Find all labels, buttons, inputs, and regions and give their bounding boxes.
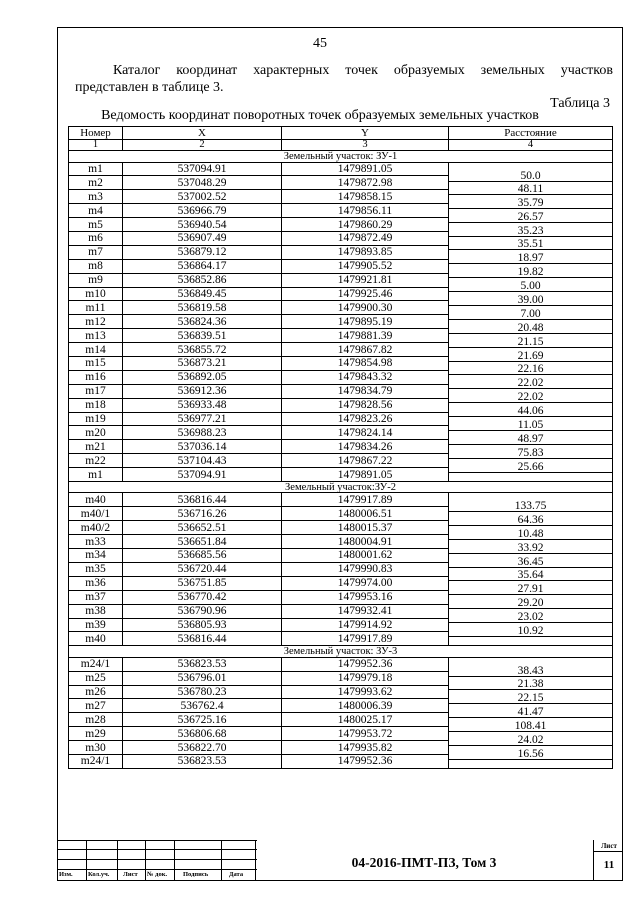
y-coordinate-cell: 1479895.19 xyxy=(282,315,449,329)
point-number-cell: m9 xyxy=(69,273,123,287)
section-title: Земельный участок:ЗУ-2 xyxy=(69,481,613,493)
point-number-cell: m40/1 xyxy=(69,507,123,521)
section-header-row xyxy=(69,151,613,163)
point-number-cell: m19 xyxy=(69,412,123,426)
x-coordinate-cell: 536762.4 xyxy=(123,699,282,713)
x-coordinate-cell: 536720.44 xyxy=(123,562,282,576)
point-number-cell: m40/2 xyxy=(69,521,123,535)
y-coordinate-cell: 1480006.51 xyxy=(282,507,449,521)
stamp-label-signature: Подпись xyxy=(183,871,209,878)
point-number-cell: m4 xyxy=(69,204,123,218)
point-number-cell: m24/1 xyxy=(69,755,123,769)
y-coordinate-cell: 1479990.83 xyxy=(282,562,449,576)
x-coordinate-cell: 536823.53 xyxy=(123,755,282,769)
distance-value: 22.02 xyxy=(449,377,612,389)
distance-value: 27.91 xyxy=(449,583,612,595)
distance-cell xyxy=(449,727,613,746)
y-coordinate-cell: 1479932.41 xyxy=(282,604,449,618)
table-row xyxy=(69,562,613,576)
table-row xyxy=(69,218,613,232)
distance-cell xyxy=(449,632,613,646)
x-coordinate-cell: 536716.26 xyxy=(123,507,282,521)
table-row xyxy=(69,507,613,521)
x-coordinate-cell: 537048.29 xyxy=(123,176,282,190)
point-number-cell: m15 xyxy=(69,356,123,370)
distance-cell xyxy=(449,507,613,526)
distance-cell xyxy=(449,398,613,418)
x-coordinate-cell: 536685.56 xyxy=(123,549,282,563)
distance-value: 36.45 xyxy=(449,556,612,568)
y-coordinate-cell: 1479856.11 xyxy=(282,204,449,218)
x-coordinate-cell: 536816.44 xyxy=(123,632,282,646)
point-number-cell: m29 xyxy=(69,727,123,741)
distance-cell xyxy=(449,370,613,390)
y-coordinate-cell: 1479914.92 xyxy=(282,618,449,632)
x-coordinate-cell: 536816.44 xyxy=(123,493,282,507)
x-coordinate-cell: 536852.86 xyxy=(123,273,282,287)
column-index: 1 xyxy=(69,139,123,151)
distance-cell xyxy=(449,273,613,293)
x-coordinate-cell: 536824.36 xyxy=(123,315,282,329)
y-coordinate-cell: 1479872.98 xyxy=(282,176,449,190)
point-number-cell: m18 xyxy=(69,398,123,412)
point-number-cell: m3 xyxy=(69,190,123,204)
table-row xyxy=(69,190,613,204)
distance-cell xyxy=(449,440,613,459)
point-number-cell: m22 xyxy=(69,454,123,468)
stamp-label-date: Дата xyxy=(229,871,244,878)
distance-value: 48.11 xyxy=(449,183,612,195)
table-row xyxy=(69,273,613,287)
y-coordinate-cell: 1480025.17 xyxy=(282,713,449,727)
y-coordinate-cell: 1479952.36 xyxy=(282,755,449,769)
table-row xyxy=(69,162,613,176)
table-row xyxy=(69,245,613,259)
x-coordinate-cell: 536912.36 xyxy=(123,384,282,398)
table-row xyxy=(69,468,613,482)
coordinates-table xyxy=(68,126,613,769)
distance-cell xyxy=(449,356,613,376)
distance-cell xyxy=(449,590,613,610)
y-coordinate-cell: 1479891.05 xyxy=(282,162,449,176)
distance-value: 16.56 xyxy=(449,748,612,760)
column-header-number: Номер xyxy=(69,127,123,140)
point-number-cell: m30 xyxy=(69,741,123,755)
y-coordinate-cell: 1479917.89 xyxy=(282,493,449,507)
distance-cell xyxy=(449,741,613,760)
column-index: 2 xyxy=(123,139,282,151)
table-row xyxy=(69,176,613,190)
distance-value: 22.16 xyxy=(449,363,612,375)
point-number-cell: m1 xyxy=(69,468,123,482)
column-header-distance: Расстояние xyxy=(449,127,613,140)
point-number-cell: m7 xyxy=(69,245,123,259)
distance-value: 5.00 xyxy=(449,280,612,292)
table-row xyxy=(69,632,613,646)
y-coordinate-cell: 1479834.79 xyxy=(282,384,449,398)
point-number-cell: m10 xyxy=(69,287,123,301)
point-number-cell: m28 xyxy=(69,713,123,727)
distance-value: 20.48 xyxy=(449,322,612,334)
distance-value: 26.57 xyxy=(449,211,612,223)
table-row xyxy=(69,412,613,426)
table-row xyxy=(69,384,613,398)
column-index: 3 xyxy=(282,139,449,151)
table-row xyxy=(69,741,613,755)
distance-value: 75.83 xyxy=(449,447,612,459)
distance-cell xyxy=(449,190,613,209)
distance-value: 21.15 xyxy=(449,336,612,348)
point-number-cell: m16 xyxy=(69,370,123,384)
x-coordinate-cell: 536770.42 xyxy=(123,590,282,604)
point-number-cell: m34 xyxy=(69,549,123,563)
table-row xyxy=(69,549,613,563)
document-code: 04-2016-ПМТ-ПЗ, Том 3 xyxy=(351,855,497,870)
coordinates-table-body xyxy=(69,151,613,769)
section-header-row xyxy=(69,481,613,493)
point-number-cell: m40 xyxy=(69,493,123,507)
point-number-cell: m37 xyxy=(69,590,123,604)
point-number-cell: m26 xyxy=(69,685,123,699)
distance-value: 18.97 xyxy=(449,252,612,264)
table-row xyxy=(69,204,613,218)
point-number-cell: m36 xyxy=(69,576,123,590)
table-row xyxy=(69,755,613,769)
table-row xyxy=(69,315,613,329)
y-coordinate-cell: 1480001.62 xyxy=(282,549,449,563)
column-header-row xyxy=(69,127,613,140)
distance-cell xyxy=(449,231,613,251)
y-coordinate-cell: 1479867.22 xyxy=(282,454,449,468)
section-title: Земельный участок: ЗУ-1 xyxy=(69,151,613,163)
y-coordinate-cell: 1479921.81 xyxy=(282,273,449,287)
x-coordinate-cell: 536652.51 xyxy=(123,521,282,535)
point-number-cell: m6 xyxy=(69,231,123,245)
distance-cell xyxy=(449,562,613,582)
distance-cell xyxy=(449,343,613,362)
table-row xyxy=(69,287,613,301)
intro-paragraph: Каталог координат характерных точек образуемых земельных участков представлен в таблице 3. xyxy=(75,63,613,95)
y-coordinate-cell: 1479953.72 xyxy=(282,727,449,741)
distance-cell xyxy=(449,535,613,554)
y-coordinate-cell: 1479979.18 xyxy=(282,671,449,685)
y-coordinate-cell: 1479860.29 xyxy=(282,218,449,232)
table-row xyxy=(69,493,613,507)
distance-cell xyxy=(449,315,613,334)
page-number: 45 xyxy=(313,36,327,51)
table-row xyxy=(69,671,613,685)
point-number-cell: m21 xyxy=(69,440,123,454)
distance-cell xyxy=(449,713,613,732)
distance-value: 21.38 xyxy=(449,678,612,690)
section-title: Земельный участок: ЗУ-3 xyxy=(69,646,613,658)
distance-value: 35.79 xyxy=(449,197,612,209)
point-number-cell: m13 xyxy=(69,329,123,343)
y-coordinate-cell: 1479952.36 xyxy=(282,657,449,671)
table-row xyxy=(69,657,613,671)
point-number-cell: m2 xyxy=(69,176,123,190)
distance-value: 133.75 xyxy=(449,500,612,512)
x-coordinate-cell: 536805.93 xyxy=(123,618,282,632)
table-row xyxy=(69,604,613,618)
x-coordinate-cell: 537094.91 xyxy=(123,468,282,482)
distance-cell xyxy=(449,301,613,320)
stamp-label-sheet: Лист xyxy=(123,871,138,878)
column-index: 4 xyxy=(449,139,613,151)
x-coordinate-cell: 536725.16 xyxy=(123,713,282,727)
distance-value: 10.48 xyxy=(449,528,612,540)
y-coordinate-cell: 1479823.26 xyxy=(282,412,449,426)
table-row xyxy=(69,590,613,604)
point-number-cell: m5 xyxy=(69,218,123,232)
y-coordinate-cell: 1479993.62 xyxy=(282,685,449,699)
x-coordinate-cell: 536907.49 xyxy=(123,231,282,245)
distance-value: 48.97 xyxy=(449,433,612,445)
point-number-cell: m11 xyxy=(69,301,123,315)
stamp-label-count: Кол.уч. xyxy=(88,871,110,878)
title-block-stamp xyxy=(57,840,623,881)
distance-value: 7.00 xyxy=(449,308,612,320)
distance-value: 22.15 xyxy=(449,692,612,704)
distance-cell xyxy=(449,176,613,195)
x-coordinate-cell: 536819.58 xyxy=(123,301,282,315)
distance-cell xyxy=(449,329,613,348)
point-number-cell: m33 xyxy=(69,535,123,549)
distance-value: 38.43 xyxy=(449,665,612,677)
distance-cell xyxy=(449,245,613,265)
x-coordinate-cell: 536651.84 xyxy=(123,535,282,549)
x-coordinate-cell: 536933.48 xyxy=(123,398,282,412)
distance-value: 64.36 xyxy=(449,514,612,526)
column-header-x: X xyxy=(123,127,282,140)
distance-cell xyxy=(449,521,613,540)
point-number-cell: m20 xyxy=(69,426,123,440)
y-coordinate-cell: 1479828.56 xyxy=(282,398,449,412)
x-coordinate-cell: 536839.51 xyxy=(123,329,282,343)
distance-cell xyxy=(449,454,613,473)
point-number-cell: m1 xyxy=(69,162,123,176)
x-coordinate-cell: 536977.21 xyxy=(123,412,282,426)
distance-cell xyxy=(449,549,613,568)
distance-value: 50.0 xyxy=(449,170,612,182)
distance-value: 35.23 xyxy=(449,225,612,237)
y-coordinate-cell: 1479925.46 xyxy=(282,287,449,301)
y-coordinate-cell: 1479867.82 xyxy=(282,343,449,357)
distance-cell xyxy=(449,287,613,307)
x-coordinate-cell: 537036.14 xyxy=(123,440,282,454)
point-number-cell: m38 xyxy=(69,604,123,618)
table-row xyxy=(69,231,613,245)
distance-cell xyxy=(449,755,613,769)
y-coordinate-cell: 1480004.91 xyxy=(282,535,449,549)
x-coordinate-cell: 536940.54 xyxy=(123,218,282,232)
stamp-label-doc-number: № док. xyxy=(147,871,168,878)
table-row xyxy=(69,301,613,315)
point-number-cell: m27 xyxy=(69,699,123,713)
distance-value: 25.66 xyxy=(449,461,612,473)
distance-value: 41.47 xyxy=(449,706,612,718)
y-coordinate-cell: 1479900.30 xyxy=(282,301,449,315)
table-row xyxy=(69,618,613,632)
distance-value: 35.51 xyxy=(449,238,612,250)
y-coordinate-cell: 1479858.15 xyxy=(282,190,449,204)
x-coordinate-cell: 536751.85 xyxy=(123,576,282,590)
distance-cell xyxy=(449,259,613,279)
x-coordinate-cell: 536790.96 xyxy=(123,604,282,618)
distance-cell xyxy=(449,576,613,596)
table-row xyxy=(69,535,613,549)
distance-value: 23.02 xyxy=(449,611,612,623)
stamp-label-change: Изм. xyxy=(59,871,73,878)
sheet-label: Лист xyxy=(601,842,617,850)
point-number-cell: m25 xyxy=(69,671,123,685)
distance-value: 108.41 xyxy=(449,720,612,732)
y-coordinate-cell: 1479905.52 xyxy=(282,259,449,273)
table-row xyxy=(69,370,613,384)
y-coordinate-cell: 1479843.32 xyxy=(282,370,449,384)
distance-cell xyxy=(449,412,613,432)
x-coordinate-cell: 536892.05 xyxy=(123,370,282,384)
point-number-cell: m14 xyxy=(69,343,123,357)
y-coordinate-cell: 1479824.14 xyxy=(282,426,449,440)
distance-value: 29.20 xyxy=(449,597,612,609)
y-coordinate-cell: 1479872.49 xyxy=(282,231,449,245)
distance-cell xyxy=(449,699,613,718)
x-coordinate-cell: 536822.70 xyxy=(123,741,282,755)
y-coordinate-cell: 1480015.37 xyxy=(282,521,449,535)
x-coordinate-cell: 536855.72 xyxy=(123,343,282,357)
point-number-cell: m39 xyxy=(69,618,123,632)
table-row xyxy=(69,329,613,343)
table-row xyxy=(69,440,613,454)
point-number-cell: m12 xyxy=(69,315,123,329)
distance-value: 19.82 xyxy=(449,266,612,278)
distance-value: 21.69 xyxy=(449,350,612,362)
distance-cell xyxy=(449,384,613,404)
point-number-cell: m24/1 xyxy=(69,657,123,671)
table-row xyxy=(69,713,613,727)
sheet-number: 11 xyxy=(603,859,615,871)
distance-value: 10.92 xyxy=(449,625,612,637)
x-coordinate-cell: 537094.91 xyxy=(123,162,282,176)
table-row xyxy=(69,454,613,468)
distance-cell xyxy=(449,657,613,677)
distance-cell xyxy=(449,162,613,182)
table-row xyxy=(69,398,613,412)
y-coordinate-cell: 1479834.26 xyxy=(282,440,449,454)
column-index-row xyxy=(69,139,613,151)
table-row xyxy=(69,259,613,273)
x-coordinate-cell: 536780.23 xyxy=(123,685,282,699)
distance-cell xyxy=(449,493,613,513)
table-row xyxy=(69,521,613,535)
x-coordinate-cell: 536849.45 xyxy=(123,287,282,301)
distance-cell xyxy=(449,604,613,624)
y-coordinate-cell: 1479893.85 xyxy=(282,245,449,259)
x-coordinate-cell: 536864.17 xyxy=(123,259,282,273)
x-coordinate-cell: 536796.01 xyxy=(123,671,282,685)
point-number-cell: m8 xyxy=(69,259,123,273)
table-row xyxy=(69,576,613,590)
distance-cell xyxy=(449,426,613,445)
y-coordinate-cell: 1479917.89 xyxy=(282,632,449,646)
point-number-cell: m35 xyxy=(69,562,123,576)
distance-cell xyxy=(449,204,613,223)
y-coordinate-cell: 1479935.82 xyxy=(282,741,449,755)
distance-value: 44.06 xyxy=(449,405,612,417)
y-coordinate-cell: 1479974.00 xyxy=(282,576,449,590)
y-coordinate-cell: 1479881.39 xyxy=(282,329,449,343)
x-coordinate-cell: 536879.12 xyxy=(123,245,282,259)
distance-value: 11.05 xyxy=(449,419,612,431)
table-number: Таблица 3 xyxy=(550,96,610,111)
distance-cell xyxy=(449,685,613,705)
table-row xyxy=(69,699,613,713)
x-coordinate-cell: 537104.43 xyxy=(123,454,282,468)
section-header-row xyxy=(69,646,613,658)
table-row xyxy=(69,426,613,440)
distance-cell xyxy=(449,671,613,691)
x-coordinate-cell: 536806.68 xyxy=(123,727,282,741)
table-title: Ведомость координат поворотных точек образуемых земельных участков xyxy=(101,108,539,123)
distance-value: 22.02 xyxy=(449,391,612,403)
y-coordinate-cell: 1480006.39 xyxy=(282,699,449,713)
distance-cell xyxy=(449,218,613,237)
table-row xyxy=(69,727,613,741)
column-header-y: Y xyxy=(282,127,449,140)
table-row xyxy=(69,356,613,370)
distance-value: 39.00 xyxy=(449,294,612,306)
distance-value: 33.92 xyxy=(449,542,612,554)
distance-value: 35.64 xyxy=(449,569,612,581)
y-coordinate-cell: 1479891.05 xyxy=(282,468,449,482)
x-coordinate-cell: 536873.21 xyxy=(123,356,282,370)
distance-value: 24.02 xyxy=(449,734,612,746)
x-coordinate-cell: 536988.23 xyxy=(123,426,282,440)
point-number-cell: m17 xyxy=(69,384,123,398)
x-coordinate-cell: 536966.79 xyxy=(123,204,282,218)
y-coordinate-cell: 1479953.16 xyxy=(282,590,449,604)
y-coordinate-cell: 1479854.98 xyxy=(282,356,449,370)
x-coordinate-cell: 537002.52 xyxy=(123,190,282,204)
x-coordinate-cell: 536823.53 xyxy=(123,657,282,671)
table-row xyxy=(69,343,613,357)
table-row xyxy=(69,685,613,699)
distance-cell xyxy=(449,468,613,482)
point-number-cell: m40 xyxy=(69,632,123,646)
distance-cell xyxy=(449,618,613,637)
